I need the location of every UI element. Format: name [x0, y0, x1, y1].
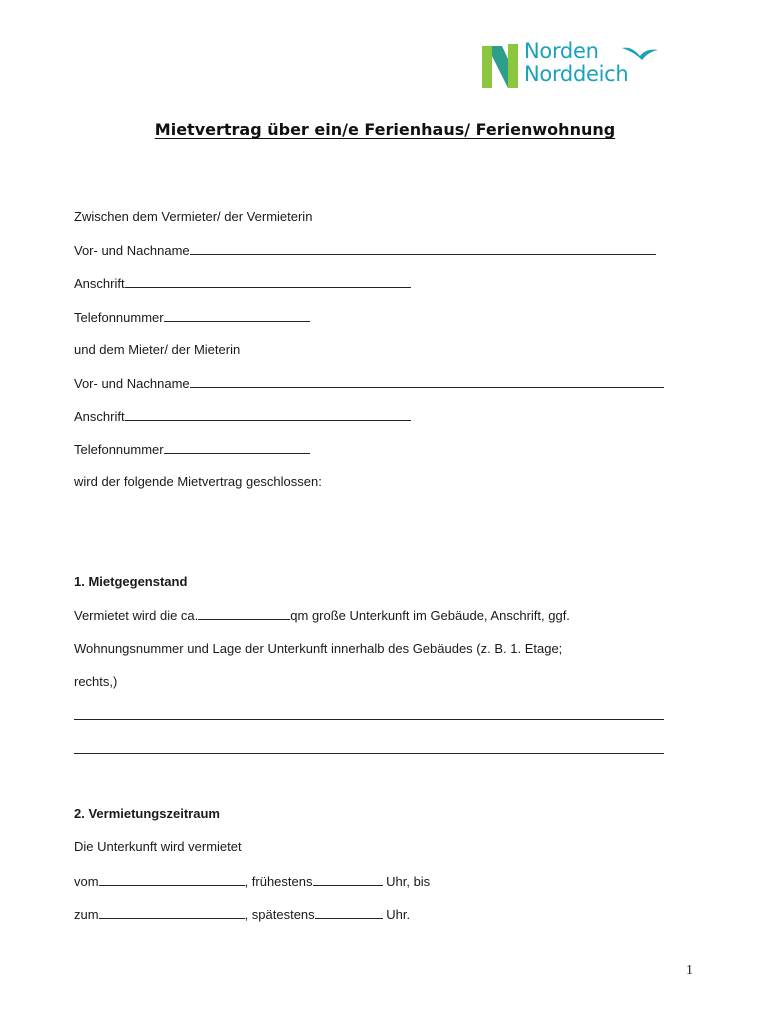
tenant-intro: und dem Mieter/ der Mieterin	[74, 342, 241, 357]
from-date-field[interactable]	[99, 872, 245, 886]
section2-heading: 2. Vermietungszeitraum	[74, 806, 220, 821]
landlord-name-field[interactable]	[190, 241, 656, 255]
earliest-label: , frühestens	[244, 874, 313, 889]
logo-line2: Norddeich	[524, 62, 629, 86]
tenant-address-label: Anschrift	[74, 409, 125, 424]
landlord-address-row	[74, 274, 411, 293]
page-number: 1	[686, 963, 693, 978]
tenant-phone-field[interactable]	[164, 440, 310, 454]
norden-norddeich-logo	[480, 39, 670, 92]
landlord-phone-label: Telefonnummer	[74, 310, 164, 325]
section1-heading: 1. Mietgegenstand	[74, 574, 188, 589]
landlord-phone-field[interactable]	[164, 308, 310, 322]
landlord-phone-row	[74, 308, 310, 327]
latest-suffix: Uhr.	[382, 907, 411, 922]
latest-label: , spätestens	[244, 907, 315, 922]
logo-line1: Norden	[524, 39, 599, 63]
logo-n-mark-icon	[480, 42, 524, 90]
from-label: vom	[74, 874, 99, 889]
landlord-name-row	[74, 241, 656, 260]
earliest-time-field[interactable]	[313, 872, 383, 886]
logo-text	[524, 40, 628, 86]
tenant-address-field[interactable]	[125, 407, 411, 421]
contract-closing: wird der folgende Mietvertrag geschlossen:	[74, 474, 322, 489]
unit-description-line-1[interactable]	[74, 719, 664, 720]
latest-time-field[interactable]	[315, 905, 383, 919]
document-title: Mietvertrag über ein/e Ferienhaus/ Ferienwohnung	[154, 120, 616, 139]
unit-description-line-2[interactable]	[74, 753, 664, 754]
rental-to-row	[74, 905, 410, 924]
tenant-name-field[interactable]	[190, 374, 664, 388]
section1-text-b: qm große Unterkunft im Gebäude, Anschrift, ggf.	[290, 608, 570, 623]
landlord-address-label: Anschrift	[74, 276, 125, 291]
section1-text-a: Vermietet wird die ca.	[74, 608, 199, 623]
tenant-address-row	[74, 407, 411, 426]
rental-from-row	[74, 872, 430, 891]
tenant-name-label: Vor- und Nachname	[74, 376, 190, 391]
section1-size-row	[74, 606, 570, 625]
seagull-icon	[620, 44, 660, 64]
tenant-phone-label: Telefonnummer	[74, 442, 164, 457]
area-sqm-field[interactable]	[198, 606, 290, 620]
section1-text-d: rechts,)	[74, 674, 118, 689]
section2-intro: Die Unterkunft wird vermietet	[74, 839, 242, 854]
landlord-intro: Zwischen dem Vermieter/ der Vermieterin	[74, 209, 313, 224]
to-date-field[interactable]	[99, 905, 245, 919]
landlord-name-label: Vor- und Nachname	[74, 243, 190, 258]
earliest-suffix: Uhr, bis	[382, 874, 431, 889]
to-label: zum	[74, 907, 99, 922]
tenant-name-row	[74, 374, 664, 393]
landlord-address-field[interactable]	[125, 274, 411, 288]
tenant-phone-row	[74, 440, 310, 459]
section1-text-c: Wohnungsnummer und Lage der Unterkunft innerhalb des Gebäudes (z. B. 1. Etage;	[74, 641, 563, 656]
